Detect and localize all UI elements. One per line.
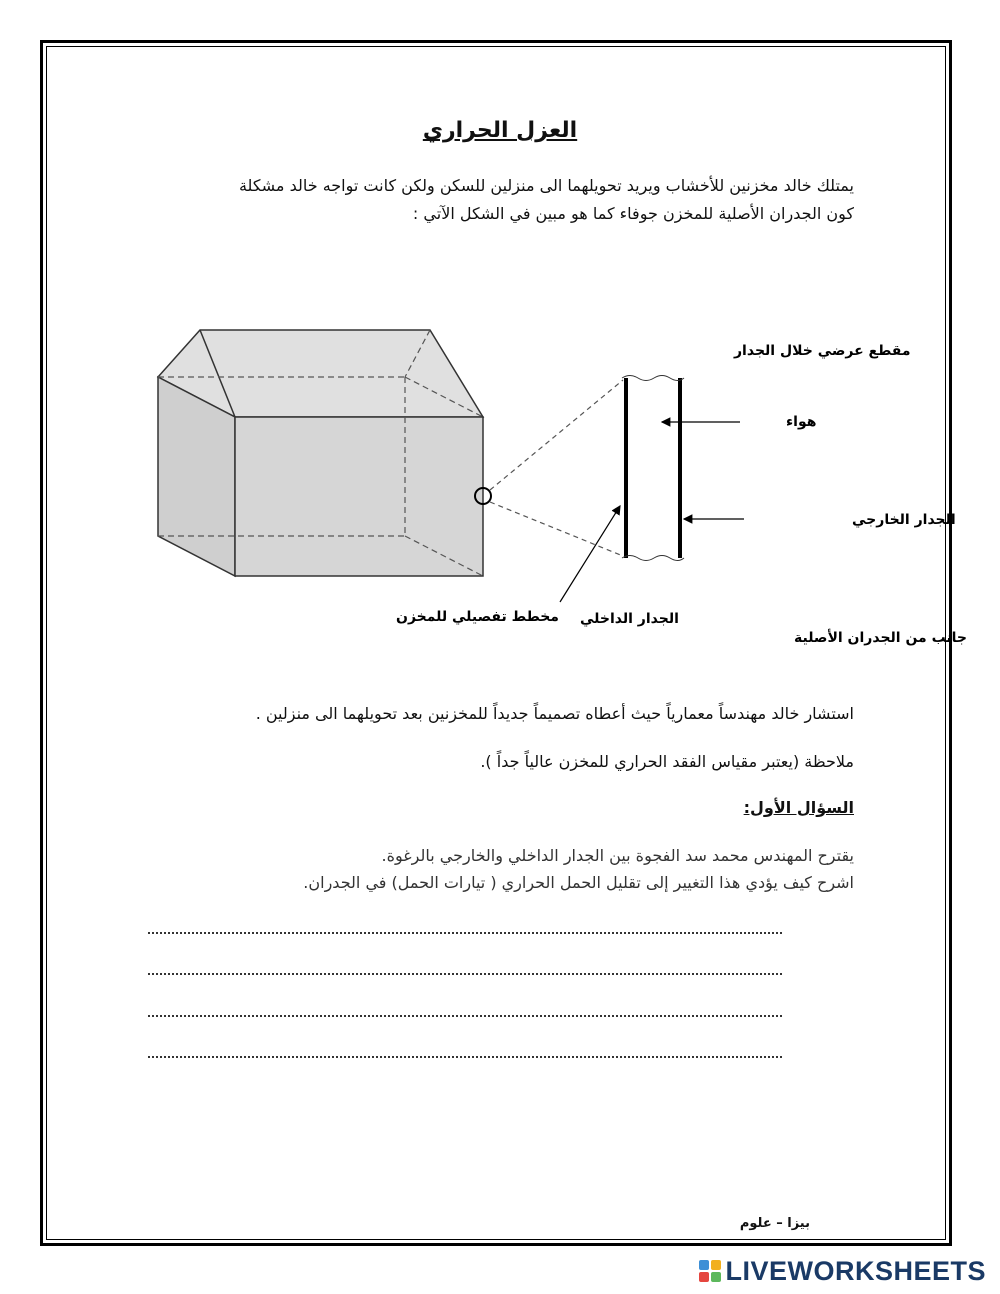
liveworksheets-logo-icon [699, 1260, 721, 1282]
footer-credit: بيزا – علوم [739, 1216, 810, 1231]
answer-line-3[interactable] [148, 1015, 782, 1017]
intro-paragraph [164, 172, 854, 228]
label-outer-wall: الجدار الخارجي [852, 512, 956, 528]
label-cross-section: مقطع عرضي خلال الجدار [734, 343, 911, 359]
answer-line-2[interactable] [148, 973, 782, 975]
label-inner-wall: الجدار الداخلي [580, 611, 679, 627]
note-paragraph: ملاحظة (يعتبر مقياس الفقد الحراري للمخزن عالياً جداً ). [480, 752, 854, 771]
question-line-1: يقترح المهندس محمد سد الفجوة بين الجدار الداخلي والخارجي بالرغوة. [381, 846, 854, 865]
liveworksheets-brand [699, 1256, 986, 1286]
answer-line-4[interactable] [148, 1056, 782, 1058]
intro-line-1: يمتلك خالد مخزنين للأخشاب ويريد تحويلهما الى منزلين للسكن ولكن كانت تواجه خالد مشكلة [238, 176, 854, 195]
intro-line-2: كون الجدران الأصلية للمخزن جوفاء كما هو مبين في الشكل الآتي : [412, 204, 854, 223]
question-line-2: اشرح كيف يؤدي هذا التغيير إلى تقليل الحمل الحراري ( تيارات الحمل) في الجدران. [303, 873, 854, 892]
label-air: هواء [786, 414, 817, 430]
answer-line-1[interactable] [148, 932, 782, 934]
question-heading: السؤال الأول: [743, 798, 854, 817]
page-title: العزل الحراري [422, 118, 578, 143]
liveworksheets-wordmark: LIVEWORKSHEETS [725, 1255, 986, 1286]
warehouse-diagram [140, 320, 968, 660]
front-face [235, 417, 483, 576]
label-plan: مخطط تفصيلي للمخزن [396, 609, 559, 625]
paragraph-consultation: استشار خالد مهندساً معمارياً حيث أعطاه تصميماً جديداً للمخزنين بعد تحويلهما الى منزلين . [255, 704, 854, 723]
inner-wall-arrow [560, 506, 620, 602]
question-text [154, 842, 854, 896]
label-side: جانب من الجدران الأصلية [794, 630, 968, 646]
